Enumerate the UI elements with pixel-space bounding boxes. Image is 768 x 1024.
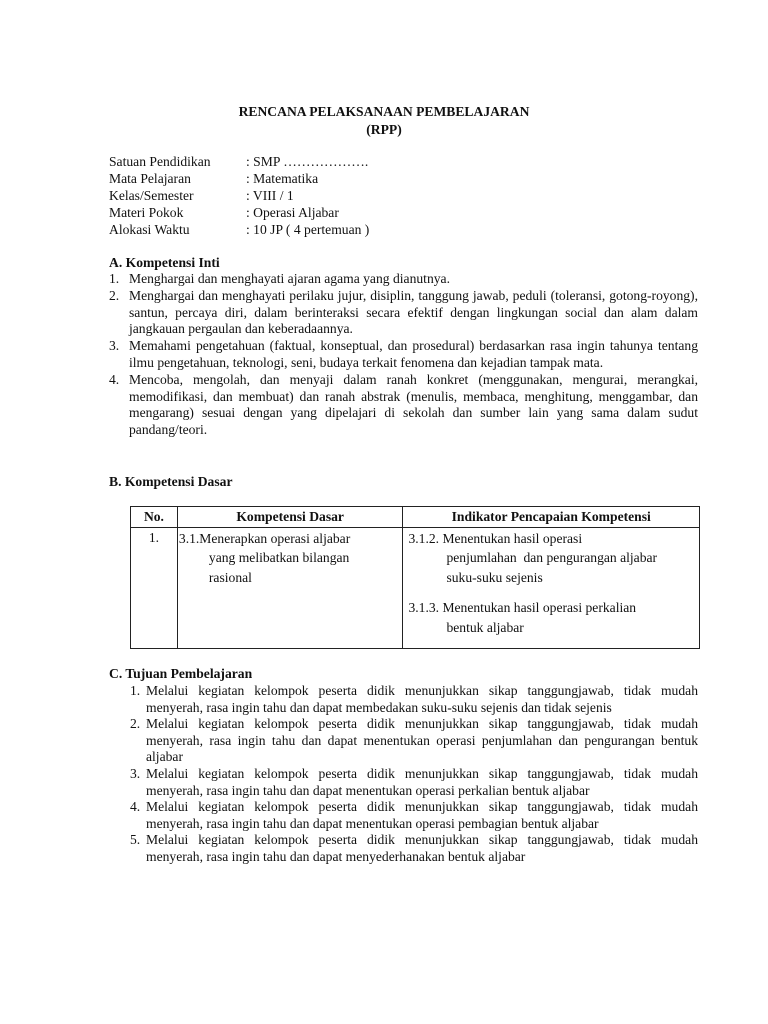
list-text: Melalui kegiatan kelompok peserta didik menunjukkan sikap tanggungjawab, tidak mudah menyerah, rasa ingin tahu dan dapat menentukan operasi pembagian bentuk aljabar [146, 799, 698, 831]
list-item [130, 799, 698, 832]
list-item [130, 716, 698, 766]
indikator-text-line: penjumlahan dan pengurangan aljabar [446, 550, 658, 565]
kd-text-line: rasional [208, 569, 252, 585]
kd-text-line: yang melibatkan bilangan [208, 550, 350, 565]
indikator-text: Menentukan hasil operasi [442, 530, 583, 546]
cell-indikator [403, 527, 700, 648]
identity-label: Mata Pelajaran [109, 171, 191, 186]
list-item [130, 683, 698, 716]
indikator-entry [403, 528, 699, 588]
list-text: Melalui kegiatan kelompok peserta didik menunjukkan sikap tanggungjawab, tidak mudah menyerah, rasa ingin tahu dan dapat menentukan operasi penjumlahan dan pengurangan bentuk aljabar [146, 716, 698, 765]
kd-entry [178, 528, 403, 588]
indikator-entry [403, 597, 699, 637]
list-number: 4. [109, 371, 120, 387]
kd-number: 3.1. [178, 530, 200, 546]
list-number: 1. [130, 683, 141, 698]
list-item [109, 338, 698, 372]
identity-row-alokasi [109, 221, 709, 238]
document-title: RENCANA PELAKSANAAN PEMBELAJARAN [238, 104, 530, 119]
identity-value: : Matematika [246, 171, 319, 186]
cell-kompetensi-dasar [177, 527, 403, 648]
indikator-first-line [408, 598, 695, 618]
indikator-number: 3.1.2. [408, 530, 443, 546]
kd-text: Menerapkan operasi aljabar [199, 530, 351, 546]
identity-row-kelas [109, 187, 709, 204]
identity-row-materi [109, 204, 709, 221]
list-text: Mencoba, mengolah, dan menyaji dalam ranah konkret (menggunakan, mengurai, merangkai, memodifikasi, dan membuat) dan ranah abstrak (menulis, membaca, menghitung, menggambar, dan mengarang) sesuai dengan yang dipelajari di sekolah dan sumber lain yang sama dalam sudut pandang/teori. [129, 371, 698, 438]
list-number: 1. [109, 271, 120, 286]
kd-first-line [179, 529, 401, 549]
section-heading-kompetensi-inti: A. Kompetensi Inti [109, 255, 220, 270]
kompetensi-inti-list [109, 271, 698, 439]
identity-label: Kelas/Semester [109, 188, 194, 203]
identity-block [109, 153, 709, 238]
list-number: 2. [130, 716, 141, 732]
section-heading-kompetensi-dasar: B. Kompetensi Dasar [109, 474, 233, 489]
indikator-number: 3.1.3. [408, 600, 443, 615]
indikator-text-line: suku-suku sejenis [446, 569, 543, 585]
list-text: Menghargai dan menghayati ajaran agama yang dianutnya. [129, 271, 450, 286]
tujuan-list [130, 683, 698, 866]
list-item [130, 832, 698, 865]
identity-label: Materi Pokok [109, 205, 184, 220]
list-number: 3. [109, 338, 120, 354]
column-header-kompetensi-dasar: Kompetensi Dasar [177, 507, 403, 528]
list-item [109, 288, 698, 338]
identity-value: : VIII / 1 [246, 188, 294, 203]
identity-row-mapel [109, 170, 709, 187]
list-item [109, 271, 698, 288]
column-header-indikator: Indikator Pencapaian Kompetensi [403, 507, 700, 528]
section-heading-tujuan: C. Tujuan Pembelajaran [109, 666, 253, 681]
list-text: Melalui kegiatan kelompok peserta didik menunjukkan sikap tanggungjawab, tidak mudah menyerah, rasa ingin tahu dan dapat menyederhanakan bentuk aljabar [146, 832, 698, 864]
list-item [109, 372, 698, 439]
cell-no: 1. [131, 527, 178, 648]
identity-label: Alokasi Waktu [109, 222, 190, 237]
table-header-row [131, 507, 700, 528]
list-text: Memahami pengetahuan (faktual, konseptual, dan prosedural) berdasarkan rasa ingin tahunya tentang ilmu pengetahuan, teknologi, seni, budaya terkait fenomena dan kejadian tampak mata. [129, 338, 698, 370]
identity-value: : SMP ………………. [246, 154, 369, 169]
list-text: Melalui kegiatan kelompok peserta didik menunjukkan sikap tanggungjawab, tidak mudah menyerah, rasa ingin tahu dan dapat menentukan operasi perkalian bentuk aljabar [146, 765, 698, 798]
list-text: Menghargai dan menghayati perilaku jujur, disiplin, tanggung jawab, peduli (toleransi, gotong-royong), santun, percaya diri, dalam berinteraksi secara efektif dengan lingkungan social dan alam dalam jangkauan pergaulan dan keberadaannya. [129, 287, 698, 337]
identity-label: Satuan Pendidikan [109, 154, 211, 169]
column-header-no: No. [131, 507, 178, 528]
document-subtitle: (RPP) [366, 122, 402, 137]
identity-row-satuan [109, 153, 709, 170]
indikator-first-line [408, 529, 695, 549]
kompetensi-dasar-table [130, 506, 700, 649]
indikator-text: Menentukan hasil operasi perkalian [442, 600, 637, 615]
table-row [131, 527, 700, 648]
identity-value: : Operasi Aljabar [246, 205, 339, 220]
list-text: Melalui kegiatan kelompok peserta didik menunjukkan sikap tanggungjawab, tidak mudah menyerah, rasa ingin tahu dan dapat membedakan suku-suku sejenis dan tidak sejenis [146, 683, 698, 715]
list-item [130, 766, 698, 799]
list-number: 5. [130, 832, 141, 848]
list-number: 3. [130, 765, 141, 781]
identity-value: : 10 JP ( 4 pertemuan ) [246, 222, 370, 237]
list-number: 4. [130, 799, 141, 815]
list-number: 2. [109, 287, 120, 303]
indikator-text-line: bentuk aljabar [446, 619, 524, 635]
